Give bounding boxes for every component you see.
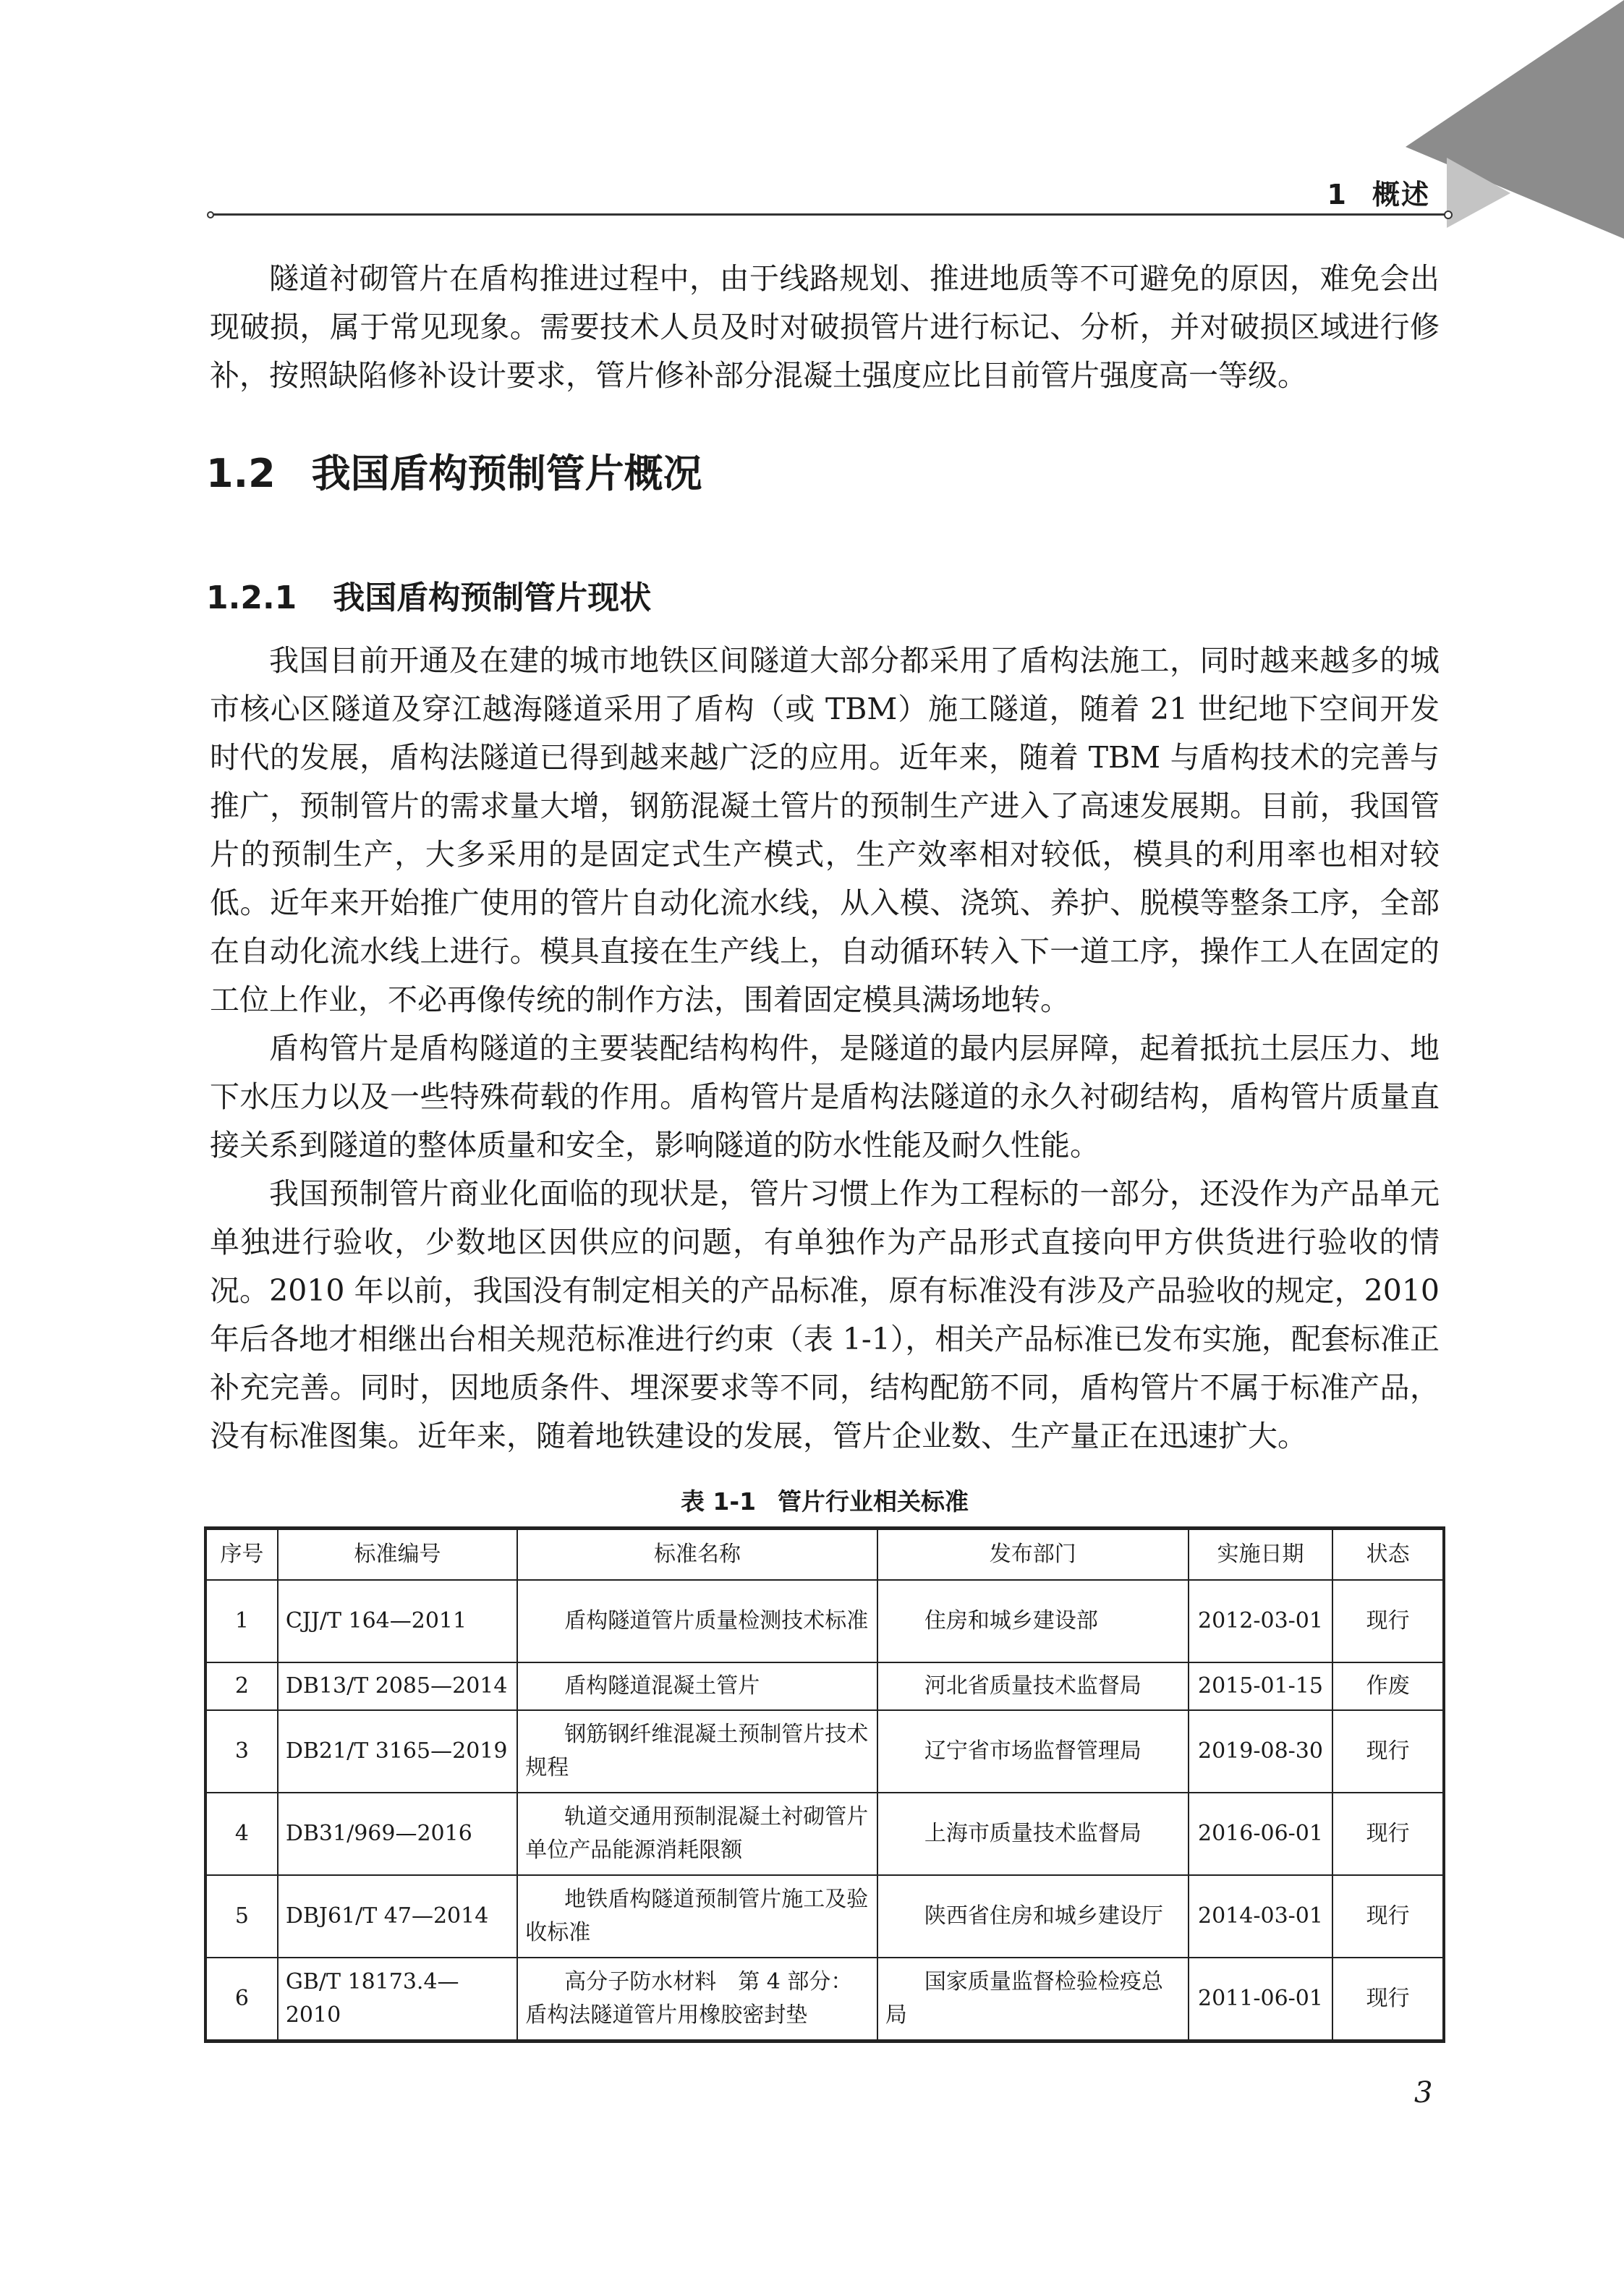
table-row	[205, 1580, 1444, 1662]
column-header: 实施日期	[1189, 1529, 1333, 1581]
cell-standard-name: 高分子防水材料 第 4 部分：盾构法隧道管片用橡胶密封垫	[517, 1958, 877, 2042]
table-row	[205, 1793, 1444, 1875]
table-row	[205, 1875, 1444, 1958]
cell-effective-date: 2015-01-15	[1189, 1662, 1333, 1710]
cell-effective-date: 2019-08-30	[1189, 1710, 1333, 1793]
cell-standard-name: 地铁盾构隧道预制管片施工及验收标准	[517, 1875, 877, 1958]
intro-text	[210, 255, 1440, 400]
cell-standard-name: 轨道交通用预制混凝土衬砌管片单位产品能源消耗限额	[517, 1793, 877, 1875]
section-heading	[206, 443, 702, 498]
cell-status: 现行	[1332, 1793, 1444, 1875]
standards-table	[204, 1526, 1445, 2043]
table-row	[205, 1958, 1444, 2042]
cell-index: 4	[205, 1793, 278, 1875]
cell-index: 3	[205, 1710, 278, 1793]
dark-tab-shape	[1406, 0, 1624, 239]
cell-effective-date: 2016-06-01	[1189, 1793, 1333, 1875]
paragraph: 隧道衬砌管片在盾构推进过程中，由于线路规划、推进地质等不可避免的原因，难免会出现破损，属于常见现象。需要技术人员及时对破损管片进行标记、分析，并对破损区域进行修补，按照缺陷修补设计要求，管片修补部分混凝土强度应比目前管片强度高一等级。	[210, 261, 1440, 393]
paragraph: 我国预制管片商业化面临的现状是，管片习惯上作为工程标的一部分，还没作为产品单元单独进行验收，少数地区因供应的问题，有单独作为产品形式直接向甲方供货进行验收的情况。2010 年以前，我国没有制定相关的产品标准，原有标准没有涉及产品验收的规定，2010 年后各地才相继出台相关规范标准进行约束（表 1-1），相关产品标准已发布实施，配套标准正补充完善。同时，因地质条件、埋深要求等不同，结构配筋不同，盾构管片不属于标准产品，没有标准图集。近年来，随着地铁建设的发展，管片企业数、生产量正在迅速扩大。	[210, 1176, 1440, 1453]
subsection-title: 我国盾构预制管片现状	[333, 579, 652, 616]
cell-effective-date: 2012-03-01	[1189, 1580, 1333, 1662]
page-number: 3	[1414, 2076, 1433, 2110]
column-header: 标准名称	[517, 1529, 877, 1581]
header-rule-dot-left	[207, 211, 214, 218]
cell-standard-name: 钢筋钢纤维混凝土预制管片技术规程	[517, 1710, 877, 1793]
table-header-row	[205, 1529, 1444, 1581]
paragraph: 我国目前开通及在建的城市地铁区间隧道大部分都采用了盾构法施工，同时越来越多的城市核心区隧道及穿江越海隧道采用了盾构（或 TBM）施工隧道，随着 21 世纪地下空间开发时代的发展，盾构法隧道已得到越来越广泛的应用。近年来，随着 TBM 与盾构技术的完善与推广，预制管片的需求量大增，钢筋混凝土管片的预制生产进入了高速发展期。目前，我国管片的预制生产，大多采用的是固定式生产模式，生产效率相对较低，模具的利用率也相对较低。近年来开始推广使用的管片自动化流水线，从入模、浇筑、养护、脱模等整条工序，全部在自动化流水线上进行。模具直接在生产线上，自动循环转入下一道工序，操作工人在固定的工位上作业，不必再像传统的制作方法，围着固定模具满场地转。	[210, 643, 1440, 1017]
cell-status: 现行	[1332, 1958, 1444, 2042]
cell-issuer: 住房和城乡建设部	[877, 1580, 1189, 1662]
cell-effective-date: 2014-03-01	[1189, 1875, 1333, 1958]
table-row	[205, 1662, 1444, 1710]
cell-standard-code: GB/T 18173.4—2010	[278, 1958, 517, 2042]
subsection-number: 1.2.1	[206, 579, 297, 616]
running-header	[1327, 172, 1430, 212]
cell-index: 2	[205, 1662, 278, 1710]
section-number: 1.2	[206, 451, 276, 496]
chapter-number: 1	[1327, 179, 1348, 211]
cell-standard-code: DB21/T 3165—2019	[278, 1710, 517, 1793]
column-header: 序号	[205, 1529, 278, 1581]
table-row	[205, 1710, 1444, 1793]
cell-standard-code: DB13/T 2085—2014	[278, 1662, 517, 1710]
column-header: 发布部门	[877, 1529, 1189, 1581]
cell-status: 现行	[1332, 1580, 1444, 1662]
column-header: 状态	[1332, 1529, 1444, 1581]
subsection-heading	[206, 572, 651, 618]
chapter-tab-decoration	[0, 0, 1624, 289]
header-rule	[210, 213, 1447, 216]
cell-index: 5	[205, 1875, 278, 1958]
table-caption	[204, 1483, 1445, 1517]
cell-standard-code: CJJ/T 164—2011	[278, 1580, 517, 1662]
section-title: 我国盾构预制管片概况	[311, 451, 702, 496]
cell-status: 现行	[1332, 1710, 1444, 1793]
header-rule-dot-right	[1444, 211, 1453, 219]
cell-issuer: 河北省质量技术监督局	[877, 1662, 1189, 1710]
cell-effective-date: 2011-06-01	[1189, 1958, 1333, 2042]
table-number: 表 1-1	[680, 1487, 757, 1516]
cell-standard-code: DBJ61/T 47—2014	[278, 1875, 517, 1958]
cell-index: 1	[205, 1580, 278, 1662]
cell-issuer: 上海市质量技术监督局	[877, 1793, 1189, 1875]
cell-index: 6	[205, 1958, 278, 2042]
table-title: 管片行业相关标准	[778, 1487, 969, 1516]
cell-standard-name: 盾构隧道管片质量检测技术标准	[517, 1580, 877, 1662]
cell-status: 现行	[1332, 1875, 1444, 1958]
paragraph: 盾构管片是盾构隧道的主要装配结构构件，是隧道的最内层屏障，起着抵抗土层压力、地下水压力以及一些特殊荷载的作用。盾构管片是盾构法隧道的永久衬砌结构，盾构管片质量直接关系到隧道的整体质量和安全，影响隧道的防水性能及耐久性能。	[210, 1031, 1440, 1163]
cell-standard-name: 盾构隧道混凝土管片	[517, 1662, 877, 1710]
cell-issuer: 辽宁省市场监督管理局	[877, 1710, 1189, 1793]
cell-status: 作废	[1332, 1662, 1444, 1710]
cell-issuer: 国家质量监督检验检疫总局	[877, 1958, 1189, 2042]
column-header: 标准编号	[278, 1529, 517, 1581]
cell-standard-code: DB31/969—2016	[278, 1793, 517, 1875]
cell-issuer: 陕西省住房和城乡建设厅	[877, 1875, 1189, 1958]
chapter-title: 概述	[1372, 179, 1430, 211]
body-text	[210, 637, 1440, 1461]
